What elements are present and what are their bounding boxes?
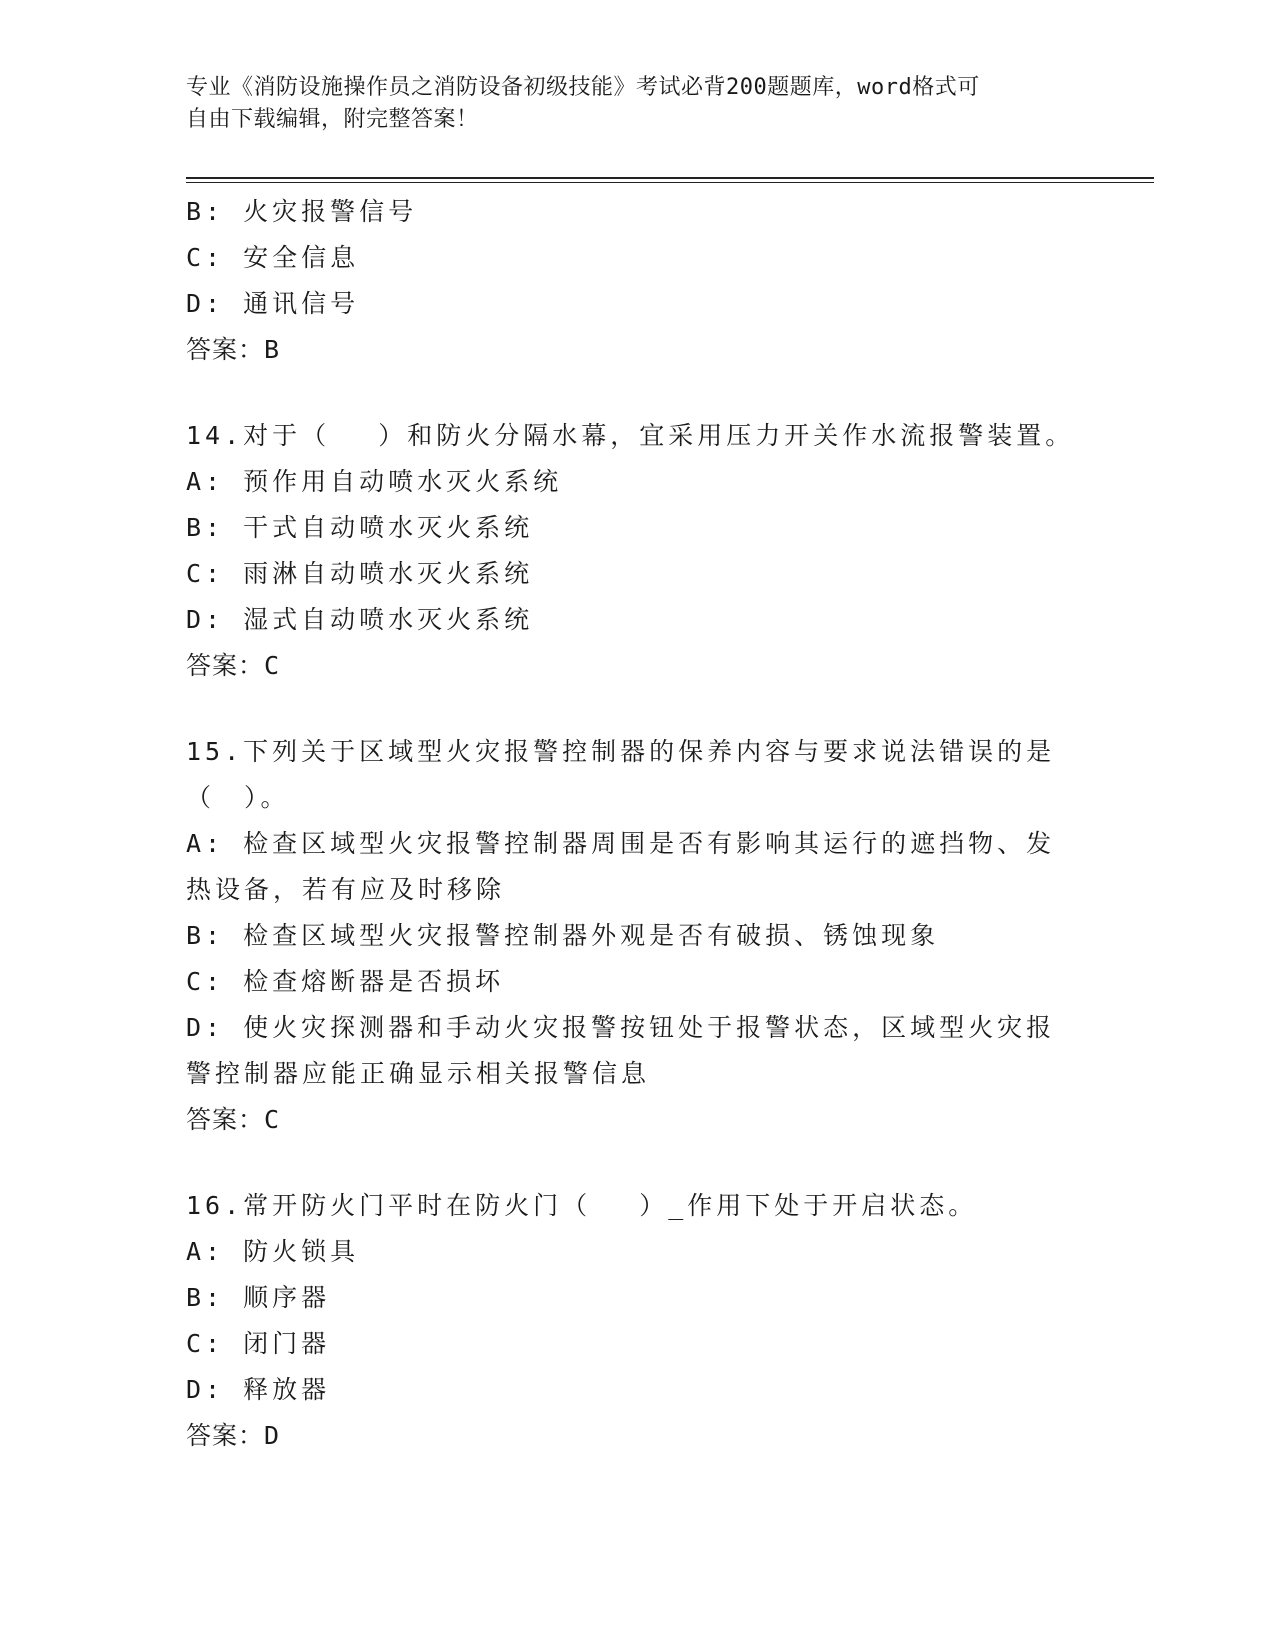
header-title-line-2: 自由下载编辑，附完整答案！: [186, 107, 479, 132]
option-c: C: 检查熔断器是否损坏: [186, 967, 505, 996]
option-a: A: 预作用自动喷水灭火系统: [186, 467, 563, 496]
header-divider-thin: [186, 182, 1154, 183]
previous-question-tail: [186, 189, 1076, 373]
option-b: B: 检查区域型火灾报警控制器外观是否有破损、锈蚀现象: [186, 921, 940, 950]
option-c: C: 安全信息: [186, 243, 360, 272]
answer-line: 答案：C: [186, 651, 284, 680]
option-a: A: 防火锁具: [186, 1237, 360, 1266]
header-divider-thick: [186, 177, 1154, 179]
option-d: D: 通讯信号: [186, 289, 360, 318]
option-a: A: 检查区域型火灾报警控制器周围是否有影响其运行的遮挡物、发热设备，若有应及时移除: [186, 829, 1056, 904]
answer-line: 答案：B: [186, 335, 284, 364]
option-b: B: 顺序器: [186, 1283, 331, 1312]
answer-line: 答案：D: [186, 1421, 284, 1450]
option-b: B: 火灾报警信号: [186, 197, 418, 226]
option-d: D: 释放器: [186, 1375, 331, 1404]
option-d: D: 湿式自动喷水灭火系统: [186, 605, 534, 634]
option-c: C: 雨淋自动喷水灭火系统: [186, 559, 534, 588]
question-stem: 15.下列关于区域型火灾报警控制器的保养内容与要求说法错误的是（ ）。: [186, 737, 1056, 812]
option-d: D: 使火灾探测器和手动火灾报警按钮处于报警状态，区域型火灾报警控制器应能正确显示相关报警信息: [186, 1013, 1056, 1088]
question-list: [186, 189, 1076, 1459]
question-stem: 16.常开防火门平时在防火门（ ）_作用下处于开启状态。: [186, 1191, 978, 1220]
question-14: [186, 413, 1076, 689]
answer-line: 答案：C: [186, 1105, 284, 1134]
question-stem: 14.对于（ ）和防火分隔水幕，宜采用压力开关作水流报警装置。: [186, 421, 1075, 450]
question-15: [186, 729, 1076, 1143]
header-title-line-1: 专业《消防设施操作员之消防设备初级技能》考试必背200题题库，word格式可: [186, 75, 980, 100]
option-c: C: 闭门器: [186, 1329, 331, 1358]
document-header: [186, 72, 1066, 136]
question-16: [186, 1183, 1076, 1459]
option-b: B: 干式自动喷水灭火系统: [186, 513, 534, 542]
